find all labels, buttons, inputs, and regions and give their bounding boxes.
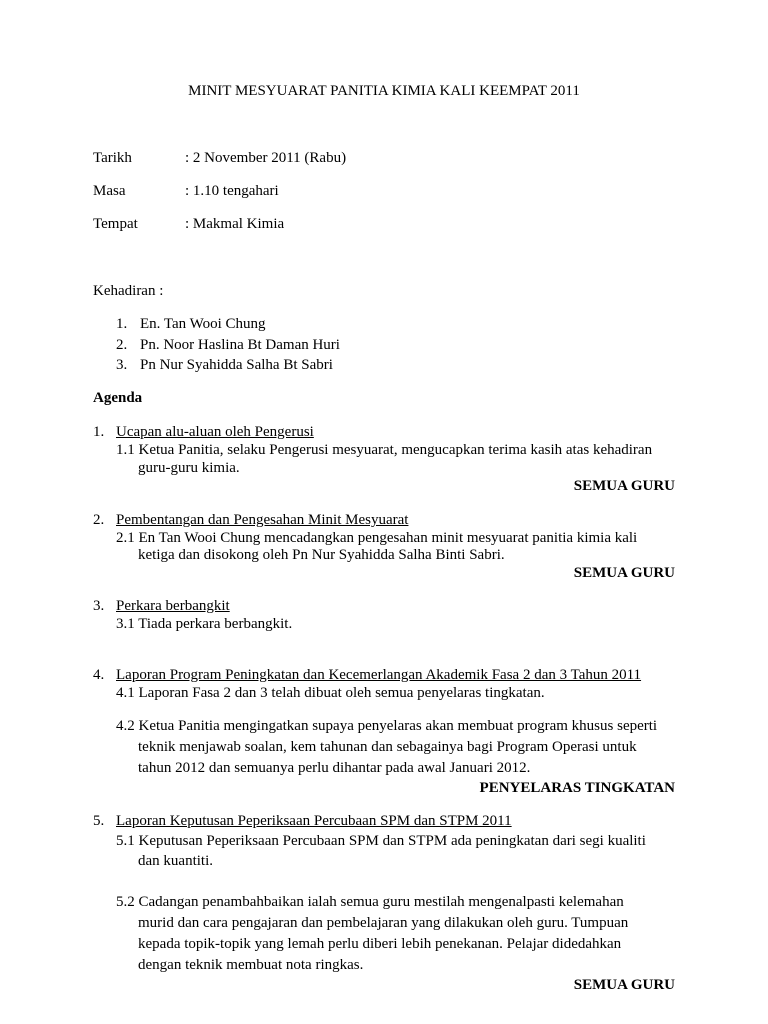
meta-date-value: : 2 November 2011 (Rabu) [185, 150, 347, 166]
responsible-party: SEMUA GURU [573, 478, 675, 494]
agenda-item-number: 4. [93, 667, 105, 683]
agenda-item-heading: Perkara berbangkit [116, 598, 230, 614]
agenda-point-line: 5.1 Keputusan Peperiksaan Percubaan SPM dan STPM ada peningkatan dari segi kualiti [116, 833, 646, 849]
attendance-number: 2. [116, 337, 128, 353]
meta-place-label: Tempat [93, 216, 138, 232]
agenda-point-line: teknik menjawab soalan, kem tahunan dan sebagainya bagi Program Operasi untuk [138, 739, 637, 755]
agenda-point-line: 3.1 Tiada perkara berbangkit. [116, 616, 293, 632]
attendance-number: 1. [116, 316, 128, 332]
attendance-name: Pn Nur Syahidda Salha Bt Sabri [140, 357, 333, 373]
agenda-point-line: 4.2 Ketua Panitia mengingatkan supaya penyelaras akan membuat program khusus seperti [116, 718, 658, 734]
attendance-name: Pn. Noor Haslina Bt Daman Huri [140, 337, 340, 353]
agenda-point-line: guru-guru kimia. [138, 460, 240, 476]
agenda-point-line: dan kuantiti. [138, 853, 213, 869]
agenda-point-line: ketiga dan disokong oleh Pn Nur Syahidda Salha Binti Sabri. [138, 547, 505, 563]
agenda-item-heading: Pembentangan dan Pengesahan Minit Mesyuarat [116, 512, 409, 528]
agenda-item-number: 1. [93, 424, 105, 440]
agenda-item-heading: Ucapan alu-aluan oleh Pengerusi [116, 424, 314, 440]
responsible-party: SEMUA GURU [573, 977, 675, 993]
attendance-heading: Kehadiran : [93, 283, 164, 299]
agenda-item-heading: Laporan Keputusan Peperiksaan Percubaan SPM dan STPM 2011 [116, 813, 512, 829]
meta-time-value: : 1.10 tengahari [185, 183, 279, 199]
agenda-point-line: tahun 2012 dan semuanya perlu dihantar pada awal Januari 2012. [138, 760, 531, 776]
agenda-point-line: murid dan cara pengajaran dan pembelajaran yang dilakukan oleh guru. Tumpuan [138, 915, 629, 931]
responsible-party: SEMUA GURU [573, 565, 675, 581]
meta-place-value: : Makmal Kimia [185, 216, 285, 232]
meta-time-label: Masa [93, 183, 126, 199]
agenda-point-line: 1.1 Ketua Panitia, selaku Pengerusi mesyuarat, mengucapkan terima kasih atas kehadiran [116, 442, 653, 458]
agenda-item-number: 3. [93, 598, 105, 614]
agenda-point-line: 5.2 Cadangan penambahbaikan ialah semua guru mestilah mengenalpasti kelemahan [116, 894, 624, 910]
agenda-point-line: kepada topik-topik yang lemah perlu diberi lebih penekanan. Pelajar didedahkan [138, 936, 622, 952]
agenda-point-line: 2.1 En Tan Wooi Chung mencadangkan pengesahan minit mesyuarat panitia kimia kali [116, 530, 638, 546]
attendance-number: 3. [116, 357, 128, 373]
agenda-point-line: dengan teknik membuat nota ringkas. [138, 957, 364, 973]
responsible-party: PENYELARAS TINGKATAN [479, 780, 675, 796]
meta-date-label: Tarikh [93, 150, 132, 166]
agenda-item-number: 5. [93, 813, 105, 829]
agenda-heading: Agenda [93, 390, 143, 406]
agenda-item-number: 2. [93, 512, 105, 528]
agenda-point-line: 4.1 Laporan Fasa 2 dan 3 telah dibuat oleh semua penyelaras tingkatan. [116, 685, 545, 701]
document-title: MINIT MESYUARAT PANITIA KIMIA KALI KEEMPAT 2011 [188, 83, 580, 99]
agenda-item-heading: Laporan Program Peningkatan dan Kecemerlangan Akademik Fasa 2 dan 3 Tahun 2011 [116, 667, 642, 683]
attendance-name: En. Tan Wooi Chung [140, 316, 266, 332]
